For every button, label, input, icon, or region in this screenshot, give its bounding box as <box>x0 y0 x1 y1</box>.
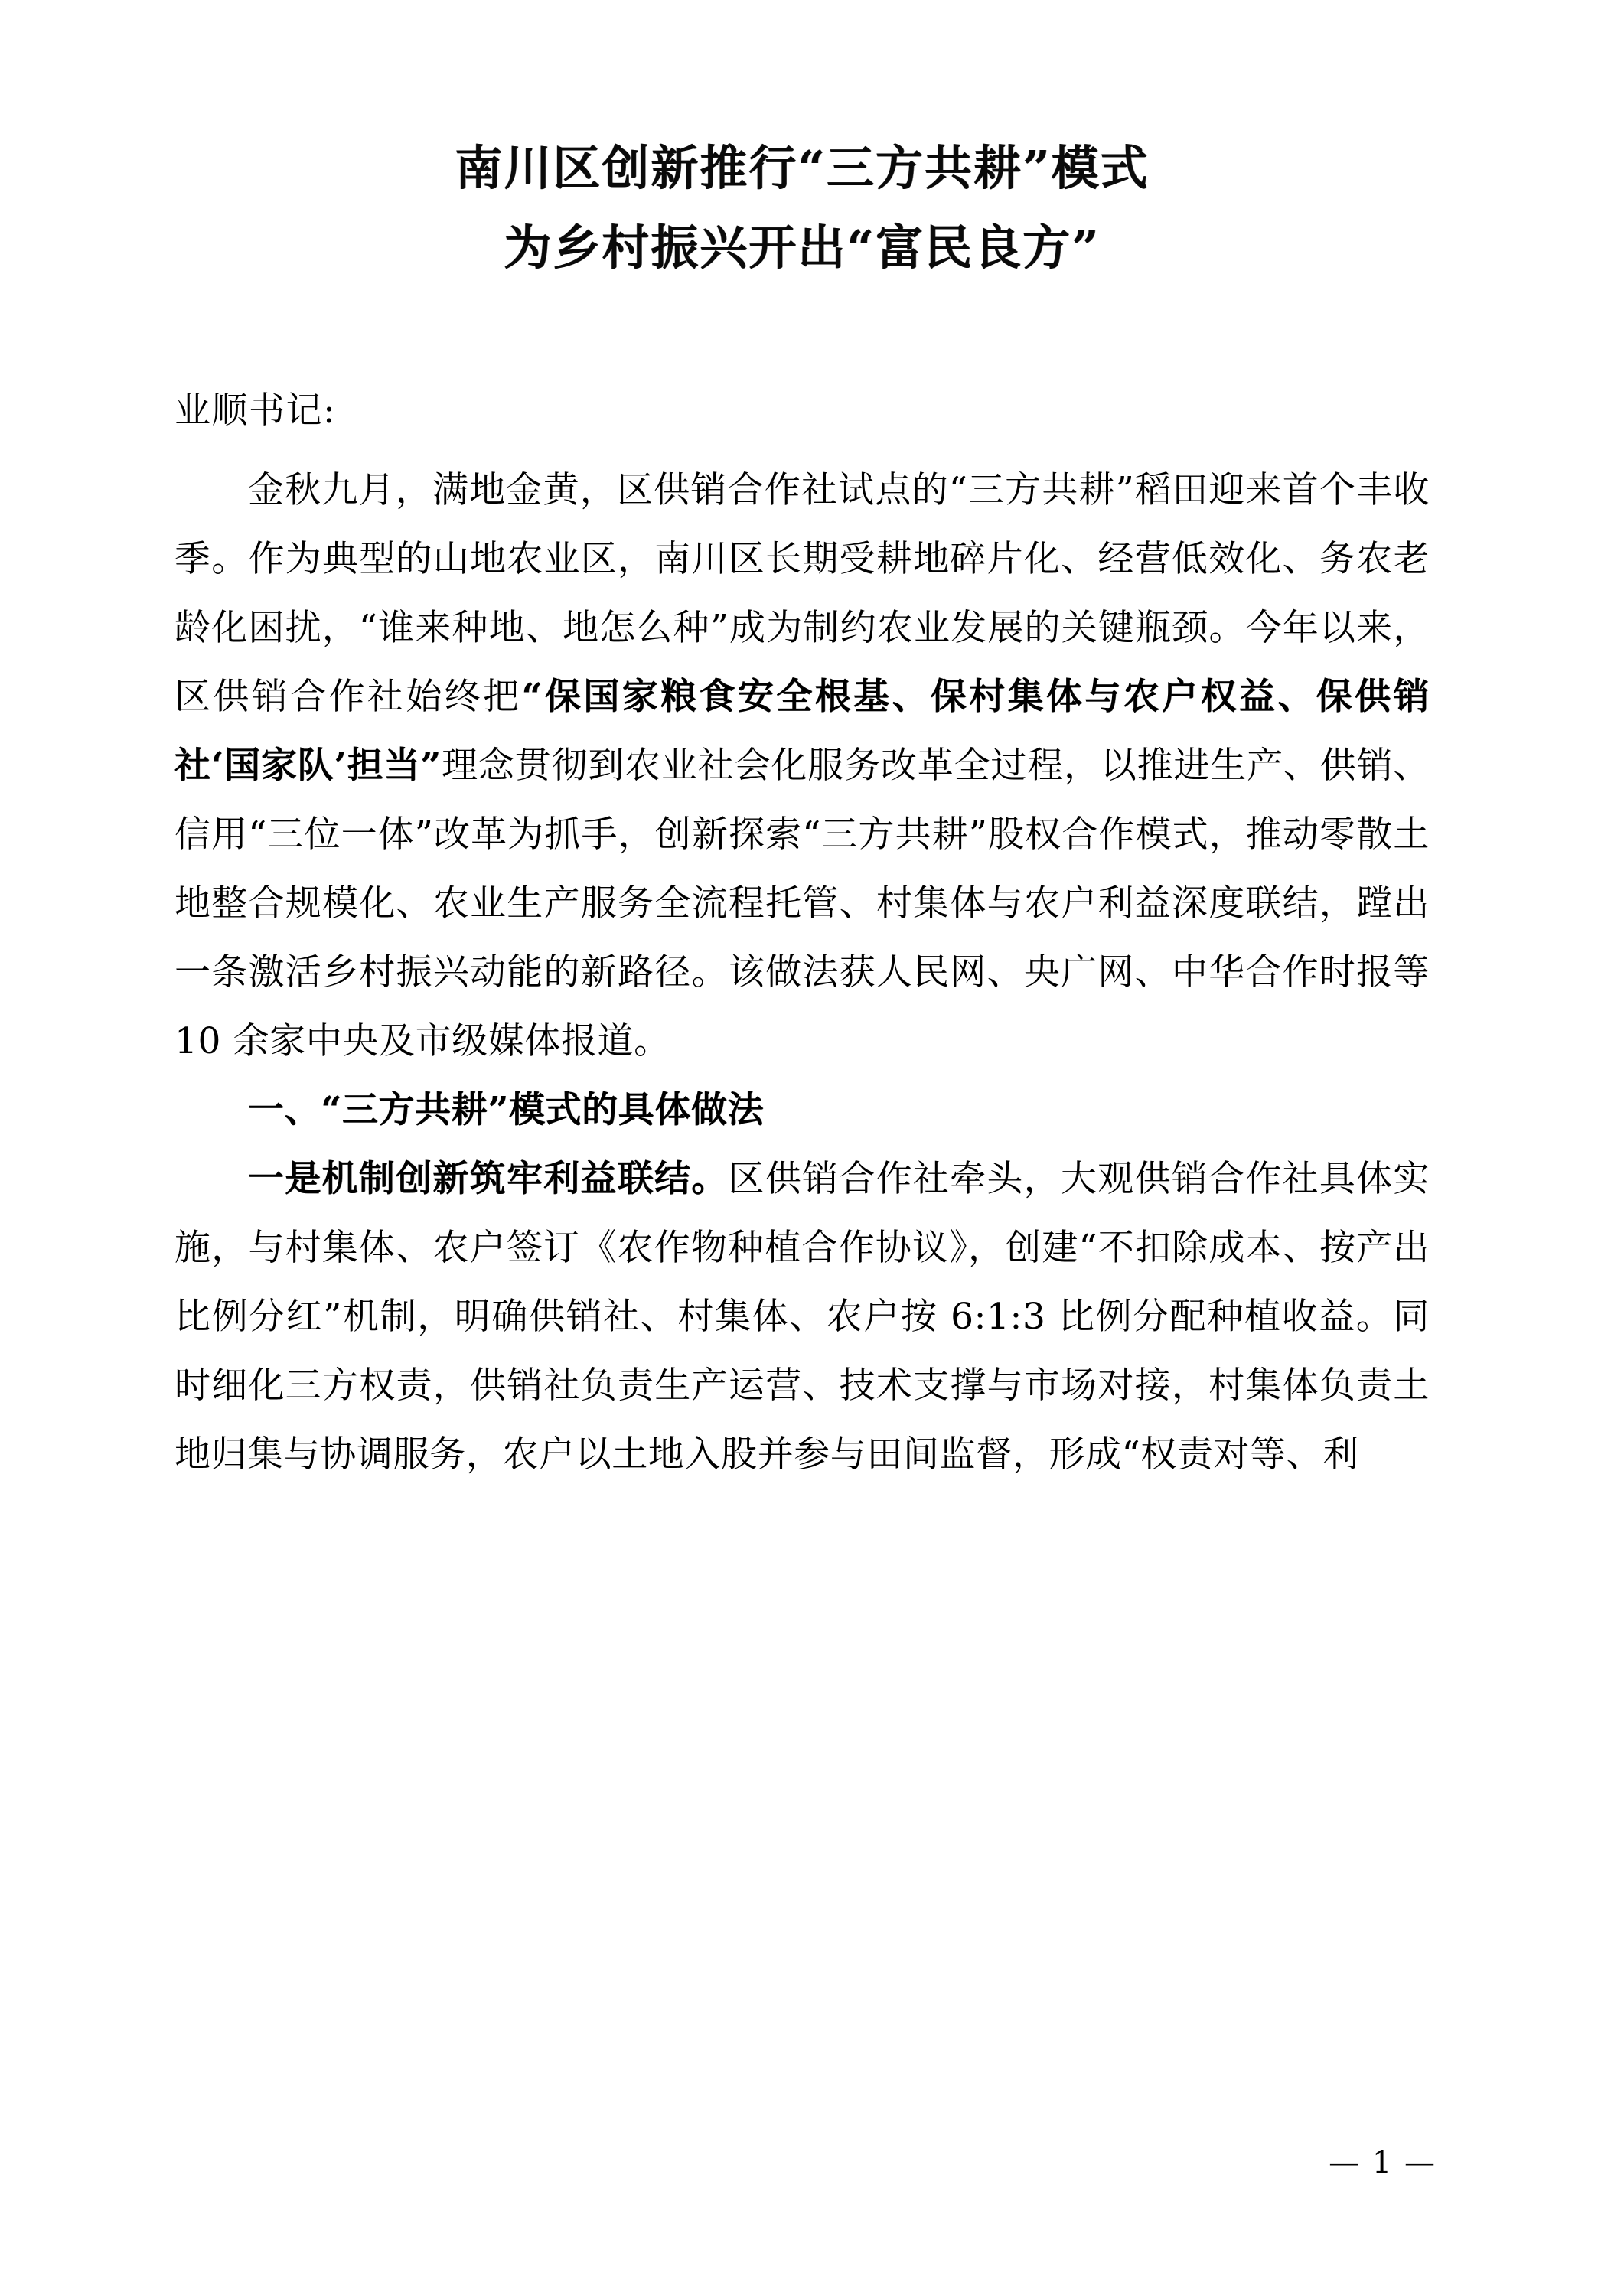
section-heading-one: 一、“三方共耕”模式的具体做法 <box>248 1089 765 1131</box>
intro-emphasis-quote: “保国家粮食安全根基、保村集体与农户权益、保供销社‘国家队’担当” <box>174 676 1430 787</box>
document-title-line-1: 南川区创新推行“三方共耕”模式 <box>455 140 1150 196</box>
point-one-lead-in: 一是机制创新筑牢利益联结。 <box>248 1158 729 1200</box>
intro-text-part-2: 理念贯彻到农业社会化服务改革全过程，以推进生产、供销、信用“三位一体”改革为抓手，创新探索“三方共耕”股权合作模式，推动零散土地整合规模化、农业生产服务全流程托管、村集体与农户利益深度联结，蹚出一条激活乡村振兴动能的新路径。该做法获人民网、央广网、中华合作时报等 10 余家中央及市级媒体报道。 <box>174 745 1430 1062</box>
document-title-line-2: 为乡村振兴开出“富民良方” <box>504 220 1101 276</box>
intro-text-part-1: 金秋九月，满地金黄，区供销合作社试点的“三方共耕”稻田迎来首个丰收季。作为典型的山地农业区，南川区长期受耕地碎片化、经营低效化、务农老龄化困扰，“谁来种地、地怎么种”成为制约农业发展的关键瓶颈。今年以来，区供销合作社始终把 <box>174 469 1430 718</box>
page-footer <box>174 2143 1437 2183</box>
salutation: 业顺书记: <box>174 390 337 432</box>
point-one-paragraph <box>174 1145 1430 1489</box>
document-title <box>174 129 1430 288</box>
intro-paragraph <box>174 456 1430 1076</box>
page-number: — 1 — <box>1329 2145 1437 2180</box>
point-one-text: 区供销合作社牵头，大观供销合作社具体实施，与村集体、农户签订《农作物种植合作协议》，创建“不扣除成本、按产出比例分红”机制，明确供销社、村集体、农户按 6:1:3 比例分配种植收益。同时细化三方权责，供销社负责生产运营、技术支撑与市场对接，村集体负责土地归集与协调服务，农户以土地入股并参与田间监督，形成“权责对等、利 <box>174 1158 1430 1476</box>
document-content <box>174 0 1430 1489</box>
